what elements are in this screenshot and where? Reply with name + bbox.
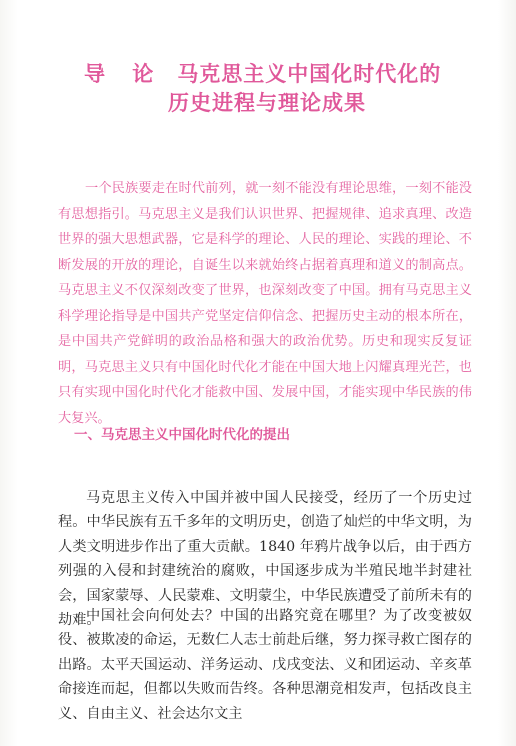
chapter-title-line-2: 历史进程与理论成果 bbox=[168, 91, 366, 115]
chapter-title-text-1: 马克思主义中国化时代化的 bbox=[177, 62, 442, 86]
chapter-prefix: 导 论 bbox=[84, 62, 164, 86]
body-paragraph-2: 中国社会向何处去？中国的出路究竟在哪里？为了改变被奴役、被欺凌的命运，无数仁人志士前赴后继，努力探寻救亡图存的出路。太平天国运动、洋务运动、戊戌变法、义和团运动、辛亥革命接连而起，但都以失败而告终。各种思潮竞相发声，包括改良主义、自由主义、社会达尔文主 bbox=[58, 608, 472, 722]
body-paragraph-1: 马克思主义传入中国并被中国人民接受，经历了一个历史过程。中华民族有五千多年的文明历史，创造了灿烂的中华文明，为人类文明进步作出了重大贡献。1840 年鸦片战争以后，由于西方列强的入侵和封建统治的腐败，中国逐步成为半殖民地半封建社会，国家蒙辱、人民蒙难、文明蒙尘，中华民族遭受了前所未有的劫难。 bbox=[58, 490, 472, 629]
chapter-title-line-1 bbox=[84, 58, 441, 88]
intro-paragraph: 一个民族要走在时代前列，就一刻不能没有理论思维，一刻不能没有思想指引。马克思主义是我们认识世界、把握规律、追求真理、改造世界的强大思想武器，它是科学的理论、人民的理论、实践的理论、不断发展的开放的理论，自诞生以来就始终占据着真理和道义的制高点。马克思主义不仅深刻改变了世界，也深刻改变了中国。拥有马克思主义科学理论指导是中国共产党坚定信仰信念、把握历史主动的根本所在，是中国共产党鲜明的政治品格和强大的政治优势。历史和现实反复证明，马克思主义只有中国化时代化才能在中国大地上闪耀真理光芒，也只有实现中国化时代化才能救中国、发展中国，才能实现中华民族的伟大复兴。 bbox=[58, 181, 472, 426]
section-heading: 一、马克思主义中国化时代化的提出 bbox=[74, 427, 290, 443]
